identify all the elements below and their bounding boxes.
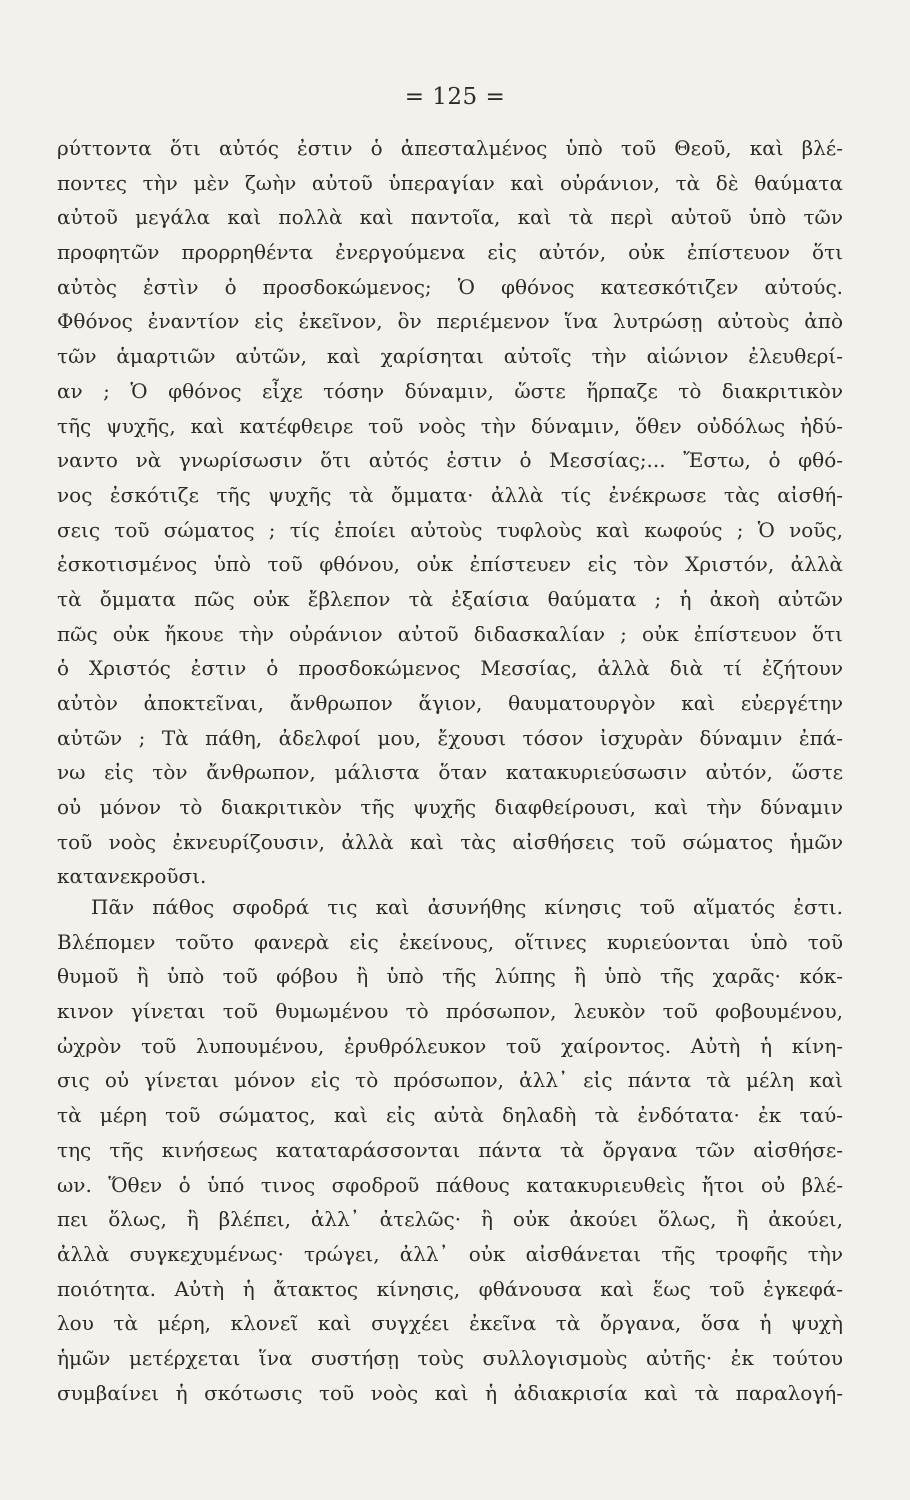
text-line: σις οὐ γίνεται μόνον εἰς τὸ πρόσωπον, ἀλλ᾽ εἰς πάντα τὰ μέλη καὶ xyxy=(57,1068,843,1093)
text-line: τὰ ὄμματα πῶς οὐκ ἔβλεπον τὰ ἐξαίσια θαύματα ; ἡ ἀκοὴ αὐτῶν xyxy=(57,586,843,611)
text-line: ἡμῶν μετέρχεται ἵνα συστήσῃ τοὺς συλλογισμοὺς αὐτῆς· ἐκ τούτου xyxy=(57,1345,843,1370)
text-line: αὐτὸν ἀποκτεῖναι, ἄνθρωπον ἅγιον, θαυματουργὸν καὶ εὐεργέτην xyxy=(57,691,843,715)
text-line: τὰ μέρη τοῦ σώματος, καὶ εἰς αὐτὰ δηλαδὴ τὰ ἐνδότατα· ἐκ ταύ- xyxy=(57,1103,843,1128)
text-line: τοῦ νοὸς ἐκνευρίζουσιν, ἀλλὰ καὶ τὰς αἰσθήσεις τοῦ σώματος ἡμῶν xyxy=(57,829,843,854)
text-line: ποιότητα. Αὐτὴ ἡ ἄτακτος κίνησις, φθάνουσα καὶ ἕως τοῦ ἐγκεφά- xyxy=(57,1276,843,1301)
text-line: πῶς οὐκ ἤκουε τὴν οὐράνιον αὐτοῦ διδασκαλίαν ; οὐκ ἐπίστευον ὅτι xyxy=(57,621,843,646)
page-number: = 125 = xyxy=(404,84,506,110)
text-line: νος ἐσκότιζε τῆς ψυχῆς τὰ ὄμματα· ἀλλὰ τίς ἐνέκρωσε τὰς αἰσθή- xyxy=(57,482,843,507)
text-line: ἀλλὰ συγκεχυμένως· τρώγει, ἀλλ᾽ οὐκ αἰσθάνεται τῆς τροφῆς τὴν xyxy=(57,1241,843,1266)
text-line: αὐτοῦ μεγάλα καὶ πολλὰ καὶ παντοῖα, καὶ τὰ περὶ αὐτοῦ ὑπὸ τῶν xyxy=(57,205,843,230)
paragraph-1 xyxy=(57,131,843,894)
text-line: αὐτῶν ; Τὰ πάθη, ἀδελφοί μου, ἔχουσι τόσον ἰσχυρὰν δύναμιν ἐπά- xyxy=(57,725,843,750)
text-line: της τῆς κινήσεως καταταράσσονται πάντα τὰ ὄργανα τῶν αἰσθήσε- xyxy=(57,1137,843,1162)
text-line: αν ; Ὁ φθόνος εἶχε τόσην δύναμιν, ὥστε ἥρπαζε τὸ διακριτικὸν xyxy=(57,378,843,403)
text-line: οὐ μόνον τὸ διακριτικὸν τῆς ψυχῆς διαφθείρουσι, καὶ τὴν δύναμιν xyxy=(57,795,843,820)
text-line: συμβαίνει ἡ σκότωσις τοῦ νοὸς καὶ ἡ ἀδιακρισία καὶ τὰ παραλογή- xyxy=(57,1380,843,1405)
text-line: ἐσκοτισμένος ὑπὸ τοῦ φθόνου, οὐκ ἐπίστευεν εἰς τὸν Χριστόν, ἀλλὰ xyxy=(57,552,843,577)
text-line: αὐτὸς ἐστὶν ὁ προσδοκώμενος; Ὁ φθόνος κατεσκότιζεν αὐτούς. xyxy=(57,274,843,299)
text-line: τῆς ψυχῆς, καὶ κατέφθειρε τοῦ νοὸς τὴν δύναμιν, ὅθεν οὐδόλως ἠδύ- xyxy=(57,413,843,438)
text-line: ὠχρὸν τοῦ λυπουμένου, ἐρυθρόλευκον τοῦ χαίροντος. Αὐτὴ ἡ κίνη- xyxy=(57,1033,843,1058)
text-line: σεις τοῦ σώματος ; τίς ἐποίει αὐτοὺς τυφλοὺς καὶ κωφούς ; Ὁ νοῦς, xyxy=(57,517,843,542)
text-line: κατανεκροῦσι. xyxy=(57,864,207,889)
text-line: πει ὅλως, ἢ βλέπει, ἀλλ᾽ ἀτελῶς· ἢ οὐκ ἀκούει ὅλως, ἢ ἀκούει, xyxy=(57,1207,843,1232)
text-line: ρύττοντα ὅτι αὐτός ἐστιν ὁ ἀπεσταλμένος ὑπὸ τοῦ Θεοῦ, καὶ βλέ- xyxy=(57,136,843,160)
text-line: νω εἰς τὸν ἄνθρωπον, μάλιστα ὅταν κατακυριεύσωσιν αὐτόν, ὥστε xyxy=(57,760,843,785)
text-line: τῶν ἁμαρτιῶν αὐτῶν, καὶ χαρίσηται αὐτοῖς τὴν αἰώνιον ἐλευθερί- xyxy=(57,344,843,369)
text-line: Φθόνος ἐναντίον εἰς ἐκεῖνον, ὃν περιέμενον ἵνα λυτρώσῃ αὐτοὺς ἀπὸ xyxy=(57,309,843,334)
text-line: ὁ Χριστός ἐστιν ὁ προσδοκώμενος Μεσσίας, ἀλλὰ διὰ τί ἐζήτουν xyxy=(57,656,843,681)
text-line: Πᾶν πάθος σφοδρά τις καὶ ἀσυνήθης κίνησις τοῦ αἵματός ἐστι. xyxy=(91,895,843,919)
text-line: ων. Ὅθεν ὁ ὑπό τινος σφοδροῦ πάθους κατακυριευθεὶς ἤτοι οὐ βλέ- xyxy=(57,1172,843,1197)
paragraph-2 xyxy=(57,890,843,1410)
text-line: ναντο νὰ γνωρίσωσιν ὅτι αὐτός ἐστιν ὁ Μεσσίας;... Ἔστω, ὁ φθό- xyxy=(57,448,843,473)
text-line: προφητῶν προρρηθέντα ἐνεργούμενα εἰς αὐτόν, οὐκ ἐπίστευον ὅτι xyxy=(57,240,843,265)
text-line: Βλέπομεν τοῦτο φανερὰ εἰς ἐκείνους, οἵτινες κυριεύονται ὑπὸ τοῦ xyxy=(57,929,843,954)
text-line: ποντες τὴν μὲν ζωὴν αὐτοῦ ὑπεραγίαν καὶ οὐράνιον, τὰ δὲ θαύματα xyxy=(57,170,843,195)
text-line: κινον γίνεται τοῦ θυμωμένου τὸ πρόσωπον, λευκὸν τοῦ φοβουμένου, xyxy=(57,999,843,1024)
text-line: λου τὰ μέρη, κλονεῖ καὶ συγχέει ἐκεῖνα τὰ ὄργανα, ὅσα ἡ ψυχὴ xyxy=(57,1311,843,1336)
text-line: θυμοῦ ἢ ὑπὸ τοῦ φόβου ἢ ὑπὸ τῆς λύπης ἢ ὑπὸ τῆς χαρᾶς· κόκ- xyxy=(57,964,843,989)
